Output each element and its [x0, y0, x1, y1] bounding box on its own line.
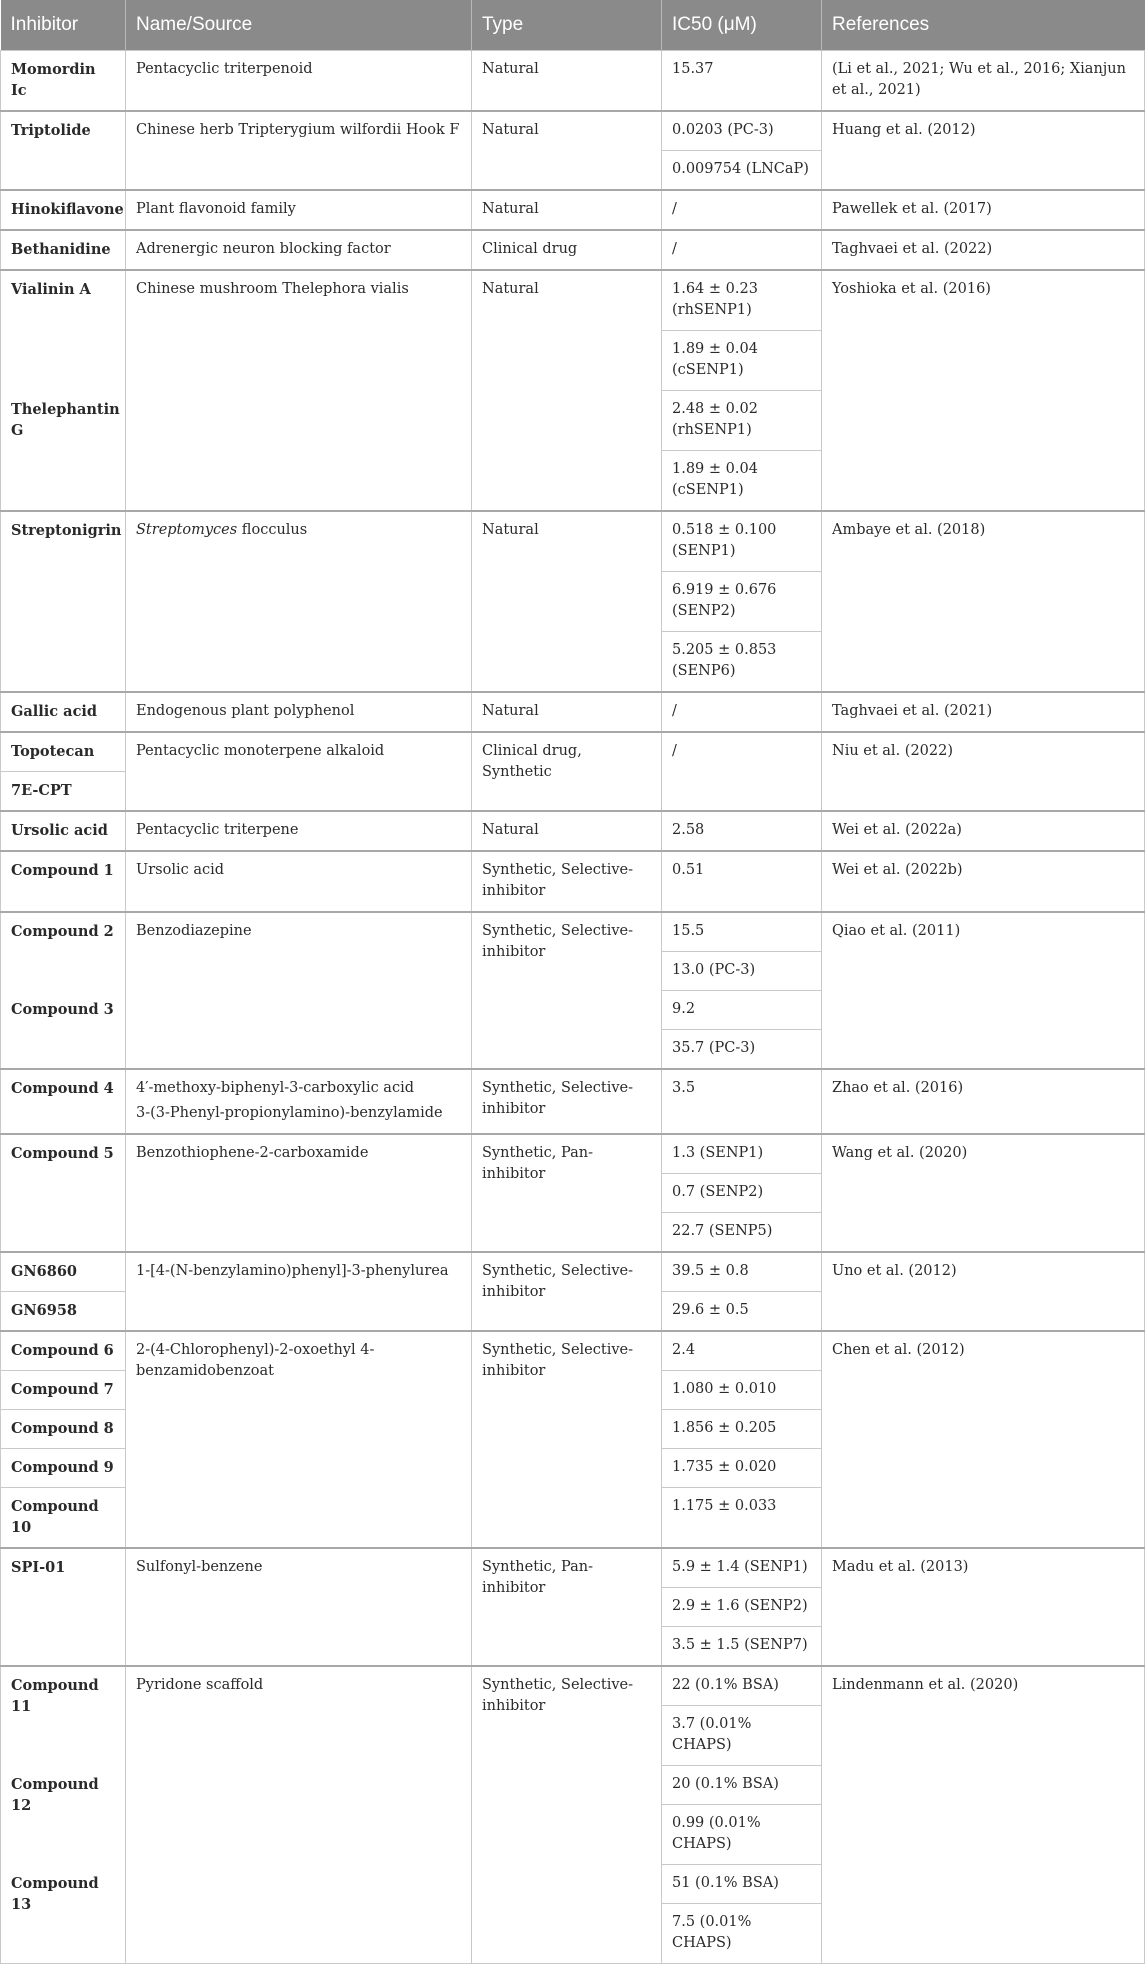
type-cell: Synthetic, Selective-inhibitor — [472, 1069, 662, 1134]
reference-cell: Madu et al. (2013) — [822, 1548, 1145, 1666]
inhibitor-cell: Triptolide — [1, 111, 126, 190]
source-text: flocculus — [237, 522, 308, 538]
reference-cell: Huang et al. (2012) — [822, 111, 1145, 190]
table-row — [1, 230, 1145, 270]
table-row — [1, 1331, 1145, 1371]
table-row — [1, 111, 1145, 151]
ic50-cell: 9.2 — [662, 991, 822, 1030]
table-row — [1, 1069, 1145, 1134]
source-cell: Ursolic acid — [126, 851, 472, 912]
ic50-cell: 0.99 (0.01% CHAPS) — [662, 1805, 822, 1865]
ic50-cell: 2.9 ± 1.6 (SENP2) — [662, 1588, 822, 1627]
type-cell: Natural — [472, 811, 662, 851]
source-cell: Pentacyclic monoterpene alkaloid — [126, 732, 472, 811]
type-cell: Synthetic, Selective-inhibitor — [472, 1252, 662, 1331]
source-cell — [126, 511, 472, 692]
ic50-cell: 3.5 ± 1.5 (SENP7) — [662, 1627, 822, 1667]
inhibitor-cell: Compound 7 — [1, 1371, 126, 1410]
ic50-cell: 1.3 (SENP1) — [662, 1134, 822, 1174]
type-cell: Natural — [472, 692, 662, 732]
inhibitor-cell: Compound 6 — [1, 1331, 126, 1371]
header-name-source: Name/Source — [126, 0, 472, 51]
type-cell: Synthetic, Selective-inhibitor — [472, 912, 662, 1069]
type-cell: Natural — [472, 270, 662, 511]
inhibitor-cell: 7E-CPT — [1, 772, 126, 812]
inhibitor-cell: Compound 2 — [1, 912, 126, 991]
ic50-cell: 0.51 — [662, 851, 822, 912]
ic50-cell: 5.205 ± 0.853 (SENP6) — [662, 632, 822, 693]
source-line-1: 4′-methoxy-biphenyl-3-carboxylic acid — [136, 1080, 414, 1096]
inhibitor-cell: Compound 12 — [1, 1766, 126, 1865]
ic50-cell: 22 (0.1% BSA) — [662, 1666, 822, 1706]
header-type: Type — [472, 0, 662, 51]
ic50-cell: 5.9 ± 1.4 (SENP1) — [662, 1548, 822, 1588]
inhibitor-cell: Ursolic acid — [1, 811, 126, 851]
reference-cell: Yoshioka et al. (2016) — [822, 270, 1145, 511]
inhibitor-cell: Compound 11 — [1, 1666, 126, 1766]
source-cell: Sulfonyl-benzene — [126, 1548, 472, 1666]
ic50-cell: 51 (0.1% BSA) — [662, 1865, 822, 1904]
type-cell: Natural — [472, 190, 662, 230]
table-row — [1, 270, 1145, 331]
source-cell: 1-[4-(N-benzylamino)phenyl]-3-phenylurea — [126, 1252, 472, 1331]
table-header-row — [1, 0, 1145, 51]
ic50-cell: 22.7 (SENP5) — [662, 1213, 822, 1253]
reference-cell: Chen et al. (2012) — [822, 1331, 1145, 1548]
type-cell: Synthetic, Selective-inhibitor — [472, 1331, 662, 1548]
reference-cell: Wei et al. (2022a) — [822, 811, 1145, 851]
type-cell: Natural — [472, 511, 662, 692]
ic50-cell: 1.64 ± 0.23 (rhSENP1) — [662, 270, 822, 331]
type-cell: Synthetic, Pan-inhibitor — [472, 1548, 662, 1666]
inhibitor-cell: SPI-01 — [1, 1548, 126, 1666]
ic50-cell: 15.5 — [662, 912, 822, 952]
ic50-cell: 1.735 ± 0.020 — [662, 1449, 822, 1488]
table-row — [1, 851, 1145, 912]
reference-cell: Lindenmann et al. (2020) — [822, 1666, 1145, 1964]
reference-cell: Zhao et al. (2016) — [822, 1069, 1145, 1134]
ic50-cell: / — [662, 230, 822, 270]
table-row — [1, 1134, 1145, 1174]
reference-cell: (Li et al., 2021; Wu et al., 2016; Xianjun et al., 2021) — [822, 51, 1145, 112]
inhibitor-cell: Compound 3 — [1, 991, 126, 1070]
ic50-cell: / — [662, 692, 822, 732]
type-cell: Synthetic, Selective-inhibitor — [472, 851, 662, 912]
table-row — [1, 1548, 1145, 1588]
type-cell: Synthetic, Pan-inhibitor — [472, 1134, 662, 1252]
table-row — [1, 732, 1145, 772]
source-cell: Endogenous plant polyphenol — [126, 692, 472, 732]
table-row — [1, 190, 1145, 230]
ic50-cell: 0.7 (SENP2) — [662, 1174, 822, 1213]
inhibitor-cell: Compound 8 — [1, 1410, 126, 1449]
inhibitor-cell: Momordin Ic — [1, 51, 126, 112]
ic50-cell: 1.89 ± 0.04 (cSENP1) — [662, 451, 822, 512]
ic50-cell: 29.6 ± 0.5 — [662, 1292, 822, 1332]
reference-cell: Uno et al. (2012) — [822, 1252, 1145, 1331]
table-row — [1, 1252, 1145, 1292]
source-cell: Chinese herb Tripterygium wilfordii Hook F — [126, 111, 472, 190]
ic50-cell: 3.7 (0.01% CHAPS) — [662, 1706, 822, 1766]
ic50-cell: 13.0 (PC-3) — [662, 952, 822, 991]
ic50-cell: / — [662, 732, 822, 811]
table-row — [1, 811, 1145, 851]
source-cell: Benzothiophene-2-carboxamide — [126, 1134, 472, 1252]
inhibitor-cell: GN6860 — [1, 1252, 126, 1292]
inhibitor-cell: Hinokiflavone — [1, 190, 126, 230]
reference-cell: Taghvaei et al. (2022) — [822, 230, 1145, 270]
inhibitor-cell: Vialinin A — [1, 270, 126, 391]
ic50-cell: 2.48 ± 0.02 (rhSENP1) — [662, 391, 822, 451]
inhibitor-cell: GN6958 — [1, 1292, 126, 1332]
source-cell: Benzodiazepine — [126, 912, 472, 1069]
ic50-cell: 0.0203 (PC-3) — [662, 111, 822, 151]
ic50-cell: 1.080 ± 0.010 — [662, 1371, 822, 1410]
ic50-cell: 6.919 ± 0.676 (SENP2) — [662, 572, 822, 632]
header-inhibitor: Inhibitor — [1, 0, 126, 51]
type-cell: Synthetic, Selective-inhibitor — [472, 1666, 662, 1964]
ic50-cell: / — [662, 190, 822, 230]
header-ic50: IC50 (μM) — [662, 0, 822, 51]
ic50-cell: 1.175 ± 0.033 — [662, 1488, 822, 1549]
source-cell: Pentacyclic triterpenoid — [126, 51, 472, 112]
ic50-cell: 7.5 (0.01% CHAPS) — [662, 1904, 822, 1964]
header-references: References — [822, 0, 1145, 51]
inhibitor-cell: Compound 10 — [1, 1488, 126, 1549]
ic50-cell: 3.5 — [662, 1069, 822, 1134]
ic50-cell: 0.009754 (LNCaP) — [662, 151, 822, 191]
table-row — [1, 1666, 1145, 1706]
ic50-cell: 2.58 — [662, 811, 822, 851]
source-cell: Chinese mushroom Thelephora vialis — [126, 270, 472, 511]
ic50-cell: 39.5 ± 0.8 — [662, 1252, 822, 1292]
source-cell — [126, 1069, 472, 1134]
reference-cell: Wang et al. (2020) — [822, 1134, 1145, 1252]
inhibitor-cell: Streptonigrin — [1, 511, 126, 692]
source-cell: Pyridone scaffold — [126, 1666, 472, 1964]
inhibitor-cell: Compound 9 — [1, 1449, 126, 1488]
type-cell: Natural — [472, 51, 662, 112]
ic50-cell: 1.856 ± 0.205 — [662, 1410, 822, 1449]
inhibitor-cell: Thelephantin G — [1, 391, 126, 512]
ic50-cell: 1.89 ± 0.04 (cSENP1) — [662, 331, 822, 391]
ic50-cell: 15.37 — [662, 51, 822, 112]
source-cell: Pentacyclic triterpene — [126, 811, 472, 851]
reference-cell: Pawellek et al. (2017) — [822, 190, 1145, 230]
inhibitor-cell: Compound 13 — [1, 1865, 126, 1964]
source-italic-text: Streptomyces — [136, 522, 238, 538]
reference-cell: Taghvaei et al. (2021) — [822, 692, 1145, 732]
ic50-cell: 2.4 — [662, 1331, 822, 1371]
ic50-cell: 35.7 (PC-3) — [662, 1030, 822, 1070]
inhibitor-cell: Compound 1 — [1, 851, 126, 912]
inhibitor-cell: Topotecan — [1, 732, 126, 772]
source-cell: Adrenergic neuron blocking factor — [126, 230, 472, 270]
table-row — [1, 912, 1145, 952]
source-line-2: 3-(3-Phenyl-propionylamino)-benzylamide — [136, 1105, 443, 1121]
reference-cell: Wei et al. (2022b) — [822, 851, 1145, 912]
reference-cell: Ambaye et al. (2018) — [822, 511, 1145, 692]
type-cell: Clinical drug, Synthetic — [472, 732, 662, 811]
type-cell: Clinical drug — [472, 230, 662, 270]
table-row — [1, 692, 1145, 732]
source-cell: 2-(4-Chlorophenyl)-2-oxoethyl 4-benzamidobenzoat — [126, 1331, 472, 1548]
inhibitor-cell: Gallic acid — [1, 692, 126, 732]
table-row — [1, 511, 1145, 572]
reference-cell: Niu et al. (2022) — [822, 732, 1145, 811]
reference-cell: Qiao et al. (2011) — [822, 912, 1145, 1069]
inhibitor-cell: Compound 5 — [1, 1134, 126, 1252]
inhibitor-cell: Compound 4 — [1, 1069, 126, 1134]
inhibitor-cell: Bethanidine — [1, 230, 126, 270]
ic50-cell: 20 (0.1% BSA) — [662, 1766, 822, 1805]
table-row — [1, 51, 1145, 112]
source-cell: Plant flavonoid family — [126, 190, 472, 230]
ic50-cell: 0.518 ± 0.100 (SENP1) — [662, 511, 822, 572]
type-cell: Natural — [472, 111, 662, 190]
